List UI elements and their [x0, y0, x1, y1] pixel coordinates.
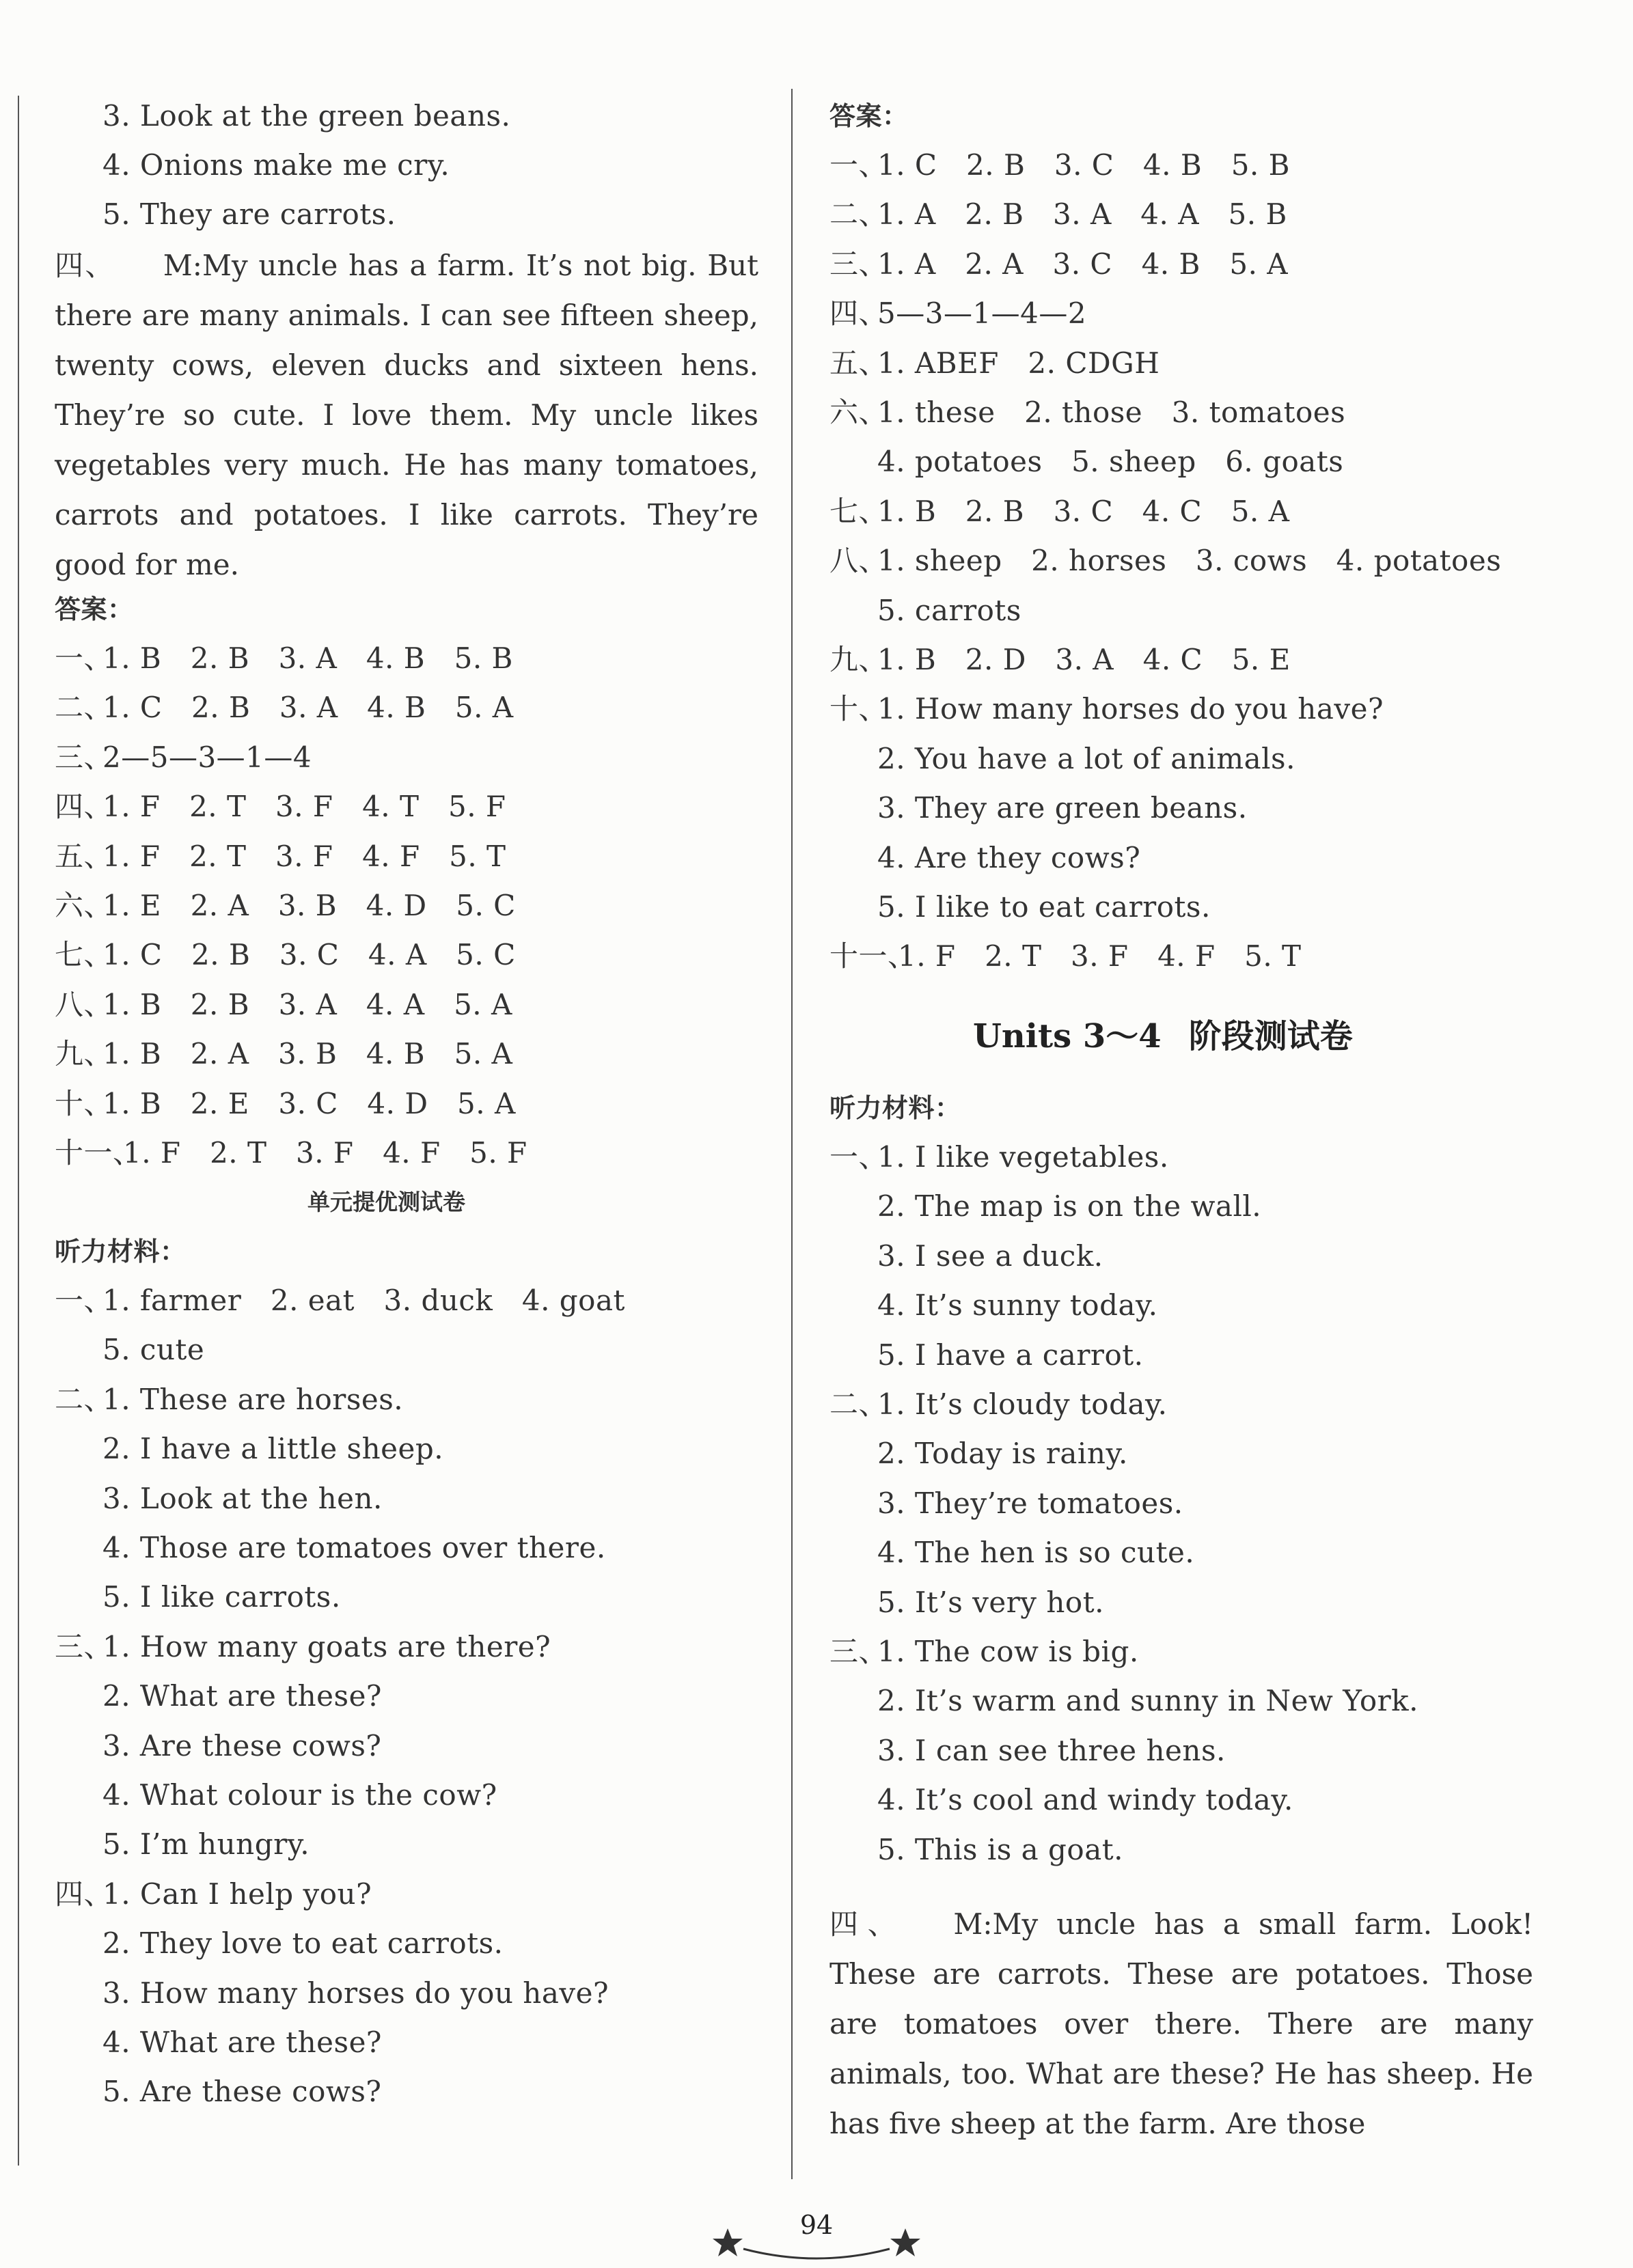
section-title [973, 1012, 1353, 1060]
item-text: 2. The map is on the wall. [877, 1189, 1262, 1223]
item-text: 4. What are these? [102, 2025, 382, 2059]
page-number: 94 [799, 2210, 834, 2240]
listening-label: 听力材料： [829, 1093, 961, 1123]
item-number: 四、 [55, 790, 113, 823]
item-text: 4. It’s sunny today. [877, 1288, 1158, 1322]
item-text: 4. Are they cows? [877, 841, 1141, 874]
item-text: 4. potatoes 5. sheep 6. goats [877, 445, 1344, 478]
item-text: 3. Are these cows? [102, 1729, 382, 1762]
item-text: 1. F 2. T 3. F 4. T 5. F [102, 790, 506, 823]
left-top-item: 5. They are carrots. [102, 197, 396, 231]
item-text: 1. B 2. B 3. C 4. C 5. A [877, 495, 1290, 528]
item-text: 1. A 2. B 3. A 4. A 5. B [877, 197, 1287, 231]
item-number: 十一、 [829, 939, 917, 973]
left-star-icon [713, 2228, 743, 2256]
item-text: 3. How many horses do you have? [102, 1976, 609, 2010]
item-number: 十、 [55, 1087, 113, 1120]
item-number: 一、 [829, 148, 888, 182]
item-number: 一、 [829, 1140, 888, 1174]
item-number: 三、 [829, 247, 888, 281]
item-text: 1. farmer 2. eat 3. duck 4. goat [102, 1284, 625, 1317]
item-number: 四、 [829, 296, 888, 330]
item-number: 十、 [829, 692, 888, 725]
item-number: 二、 [829, 1387, 888, 1421]
item-text: 4. What colour is the cow? [102, 1778, 497, 1812]
item-text: 1. The cow is big. [877, 1635, 1139, 1668]
item-text: 4. Those are tomatoes over there. [102, 1531, 606, 1564]
item-text: 1. ABEF 2. CDGH [877, 346, 1160, 380]
passage-label: 四、 [55, 249, 115, 282]
item-number: 七、 [829, 495, 888, 528]
item-text: 1. These are horses. [102, 1383, 404, 1416]
right-star-icon [890, 2228, 920, 2256]
item-number: 八、 [829, 544, 888, 577]
item-text: 1. these 2. those 3. tomatoes [877, 396, 1346, 429]
item-text: 5. I’m hungry. [102, 1827, 310, 1861]
item-number: 六、 [829, 396, 888, 429]
item-number: 三、 [55, 741, 113, 774]
passage-text: My uncle has a farm. It’s not big. But there are many animals. I can see fifteen sheep, twenty cows, eleven ducks and sixteen hens. They’re so cute. I love them. My uncle likes vegetables very much. He has many tomatoes, carrots and potatoes. I like carrots. They’re good for me. [55, 249, 758, 581]
item-text: 4. It’s cool and windy today. [877, 1783, 1293, 1816]
item-text: 5. I have a carrot. [877, 1338, 1144, 1372]
item-text: 1. Can I help you? [102, 1877, 372, 1911]
item-text: 1. A 2. A 3. C 4. B 5. A [877, 247, 1289, 281]
item-text: 5. This is a goat. [877, 1833, 1123, 1866]
passage-label: 四、 [829, 1907, 906, 1941]
left-top-item: 4. Onions make me cry. [102, 148, 450, 182]
item-text: 2. It’s warm and sunny in New York. [877, 1684, 1418, 1717]
item-text: 3. I can see three hens. [877, 1734, 1226, 1767]
left-top-item: 3. Look at the green beans. [102, 99, 511, 133]
item-text: 3. Look at the hen. [102, 1482, 383, 1515]
item-number: 五、 [829, 346, 888, 380]
item-text: 1. sheep 2. horses 3. cows 4. potatoes [877, 544, 1502, 577]
item-text: 3. They are green beans. [877, 791, 1248, 825]
item-number: 一、 [55, 1284, 113, 1317]
item-number: 四、 [55, 1877, 113, 1911]
item-text: 4. The hen is so cute. [877, 1536, 1195, 1569]
item-text: 5. carrots [877, 594, 1021, 627]
item-text: 2. You have a lot of animals. [877, 742, 1295, 775]
item-number: 三、 [829, 1635, 888, 1668]
item-text: 1. It’s cloudy today. [877, 1387, 1168, 1421]
right-passage [829, 1899, 1533, 2148]
item-text: 1. C 2. B 3. C 4. B 5. B [877, 148, 1290, 182]
item-number: 二、 [829, 197, 888, 231]
item-text: 5. I like carrots. [102, 1580, 341, 1614]
item-text: 1. F 2. T 3. F 4. F 5. F [123, 1136, 527, 1170]
item-number: 五、 [55, 840, 113, 873]
item-text: 5. I like to eat carrots. [877, 890, 1211, 924]
item-text: 3. I see a duck. [877, 1239, 1103, 1273]
item-text: 2. Today is rainy. [877, 1437, 1128, 1470]
item-number: 七、 [55, 938, 113, 971]
swoosh-line [743, 2249, 890, 2258]
item-text: 2. They love to eat carrots. [102, 1926, 504, 1960]
item-text: 5—3—1—4—2 [877, 296, 1087, 330]
answers-label: 答案： [829, 101, 909, 131]
item-text: 5. cute [102, 1333, 205, 1366]
item-text: 1. How many goats are there? [102, 1630, 551, 1663]
listening-label: 听力材料： [55, 1236, 187, 1267]
item-text: 1. I like vegetables. [877, 1140, 1169, 1174]
item-text: 5. It’s very hot. [877, 1586, 1104, 1619]
item-number: 九、 [829, 643, 888, 676]
center-column-rule [791, 89, 793, 2179]
item-text: 1. How many horses do you have? [877, 692, 1384, 725]
item-number: 三、 [55, 1630, 113, 1663]
item-number: 六、 [55, 889, 113, 922]
item-number: 八、 [55, 988, 113, 1021]
item-text: 1. E 2. A 3. B 4. D 5. C [102, 889, 516, 922]
item-text: 1. B 2. B 3. A 4. B 5. B [102, 641, 513, 675]
answers-label: 答案： [55, 594, 134, 624]
section-title-en: Units 3～4 [973, 1017, 1162, 1055]
item-text: 1. B 2. D 3. A 4. C 5. E [877, 643, 1291, 676]
item-text: 2—5—3—1—4 [102, 741, 312, 774]
item-text: 3. They’re tomatoes. [877, 1486, 1183, 1520]
item-text: 2. What are these? [102, 1679, 382, 1713]
item-text: 1. B 2. E 3. C 4. D 5. A [102, 1087, 516, 1120]
item-number: 十一、 [55, 1136, 142, 1170]
section-title: 单元提优测试卷 [307, 1189, 465, 1215]
item-number: 二、 [55, 691, 113, 724]
item-number: 一、 [55, 641, 113, 675]
item-text: 2. I have a little sheep. [102, 1432, 444, 1465]
item-text: 1. C 2. B 3. C 4. A 5. C [102, 938, 516, 971]
item-text: 5. Are these cows? [102, 2075, 382, 2108]
section-title-cn: 阶段测试卷 [1188, 1017, 1353, 1055]
passage-speaker: M: [953, 1907, 993, 1941]
item-number: 九、 [55, 1037, 113, 1070]
item-text: 1. B 2. A 3. B 4. B 5. A [102, 1037, 513, 1070]
left-column-rule [18, 96, 19, 2166]
item-text: 1. F 2. T 3. F 4. F 5. T [898, 939, 1302, 973]
item-number: 二、 [55, 1383, 113, 1416]
item-text: 1. F 2. T 3. F 4. F 5. T [102, 840, 506, 873]
item-text: 1. B 2. B 3. A 4. A 5. A [102, 988, 512, 1021]
passage-text: My uncle has a small farm. Look! These are carrots. These are potatoes. Those are tomatoes over there. There are many animals, too. What are these? He has sheep. He has five sheep at the farm. Are those [829, 1907, 1533, 2140]
left-passage [55, 240, 758, 590]
passage-speaker: M: [163, 249, 202, 282]
item-text: 1. C 2. B 3. A 4. B 5. A [102, 691, 514, 724]
